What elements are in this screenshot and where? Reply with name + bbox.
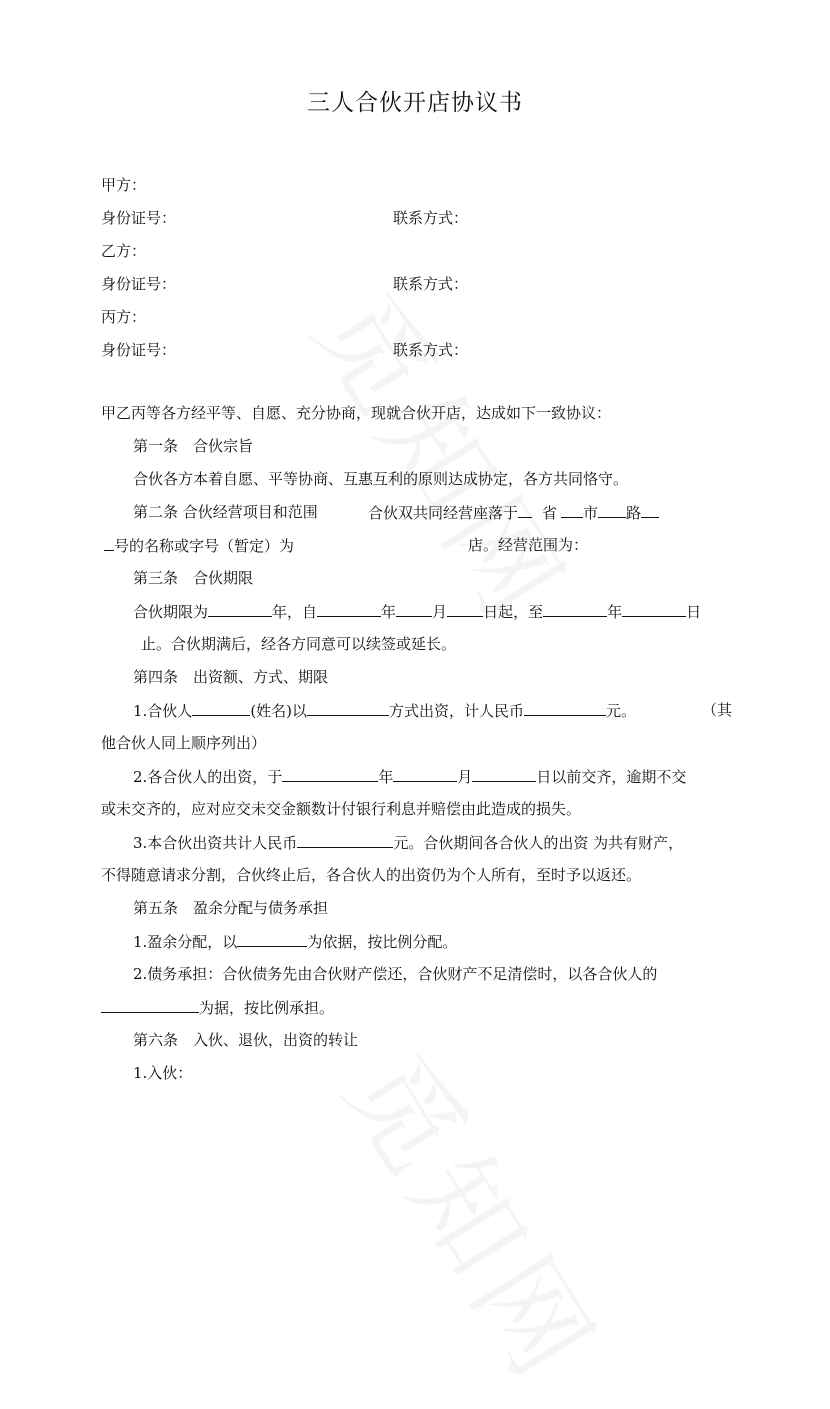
article-5-p1 (133, 930, 457, 953)
article-5-p1-text-2: 为依据，按比例分配。 (307, 933, 458, 951)
article-5-p2-line-2 (101, 996, 334, 1019)
article-4-p1-text-1: 1.合伙人 (133, 702, 193, 720)
article-4-p2-text-1: 2.各合伙人的出资，于 (133, 768, 283, 786)
article-5-p2-text-2: 为据，按比例承担。 (199, 999, 335, 1017)
watermark (286, 260, 611, 649)
article-4-p3-line-2: 不得随意请求分割，合伙终止后，各合伙人的出资仍为个人所有，至时予以返还。 (101, 866, 642, 884)
blank-end-month (622, 600, 686, 617)
party-c-id-label: 身份证号： (101, 341, 177, 359)
article-4-p1-line-2: 他合伙人同上顺序列出） (101, 734, 267, 752)
article-3-text-2: 年，自 (272, 603, 318, 621)
blank-start-year (317, 600, 381, 617)
watermark-bottom (316, 1020, 641, 1409)
article-1-body: 合伙各方本着自愿、平等协商、互惠互利的原则达成协定，各方共同恪守。 (133, 470, 629, 488)
article-4-p1-text-4: 元。 (606, 702, 637, 720)
article-1-heading: 第一条 合伙宗旨 (133, 437, 254, 455)
party-c-contact-label: 联系方式： (393, 341, 469, 359)
blank-term-years (208, 600, 272, 617)
document-title: 三人合伙开店协议书 (307, 90, 523, 116)
article-4-p1-text-3: 方式出资，计人民币 (389, 702, 525, 720)
article-3-line-2: 止。合伙期满后，经各方同意可以续签或延长。 (141, 635, 457, 653)
article-6-p1: 1.入伙： (133, 1064, 193, 1082)
party-b-contact-label: 联系方式： (393, 275, 469, 293)
blank-start-month (396, 600, 432, 617)
article-4-p2-text-2: 年 (378, 768, 394, 786)
article-4-heading: 第四条 出资额、方式、期限 (133, 668, 329, 686)
party-b-id-label: 身份证号： (101, 275, 177, 293)
blank-deadline-month (393, 765, 457, 782)
article-4-p3-line-1 (133, 831, 683, 854)
article-4-p2-text-4: 日以前交齐，逾期不交 (536, 768, 687, 786)
intro-paragraph: 甲乙丙等各方经平等、自愿、充分协商，现就合伙开店，达成如下一致协议： (101, 404, 612, 422)
blank-profit-basis (237, 930, 307, 947)
party-a-id-label: 身份证号： (101, 209, 177, 227)
article-2-text-4: 路 (626, 504, 642, 522)
article-2-text-1: 合伙双共同经营座落于 (368, 504, 519, 522)
article-4-p1-line-1 (133, 699, 636, 722)
blank-number (104, 534, 114, 551)
blank-road (598, 501, 626, 518)
blank-contribution-method (307, 699, 389, 716)
article-3-text-5: 日起，至 (483, 603, 544, 621)
article-4-p1-text-5: （其 (702, 701, 733, 719)
article-3-text-7: 日 (686, 603, 702, 621)
blank-province (518, 501, 532, 518)
blank-deadline-day (472, 765, 536, 782)
blank-start-day (447, 600, 483, 617)
party-c-label: 丙方： (101, 308, 147, 326)
blank-partner-name (192, 699, 250, 716)
article-3-line-1 (133, 600, 701, 623)
article-3-text-3: 年 (381, 603, 397, 621)
article-3-text-6: 年 (607, 603, 623, 621)
article-3-heading: 第三条 合伙期限 (133, 569, 254, 587)
party-b-label: 乙方： (101, 242, 147, 260)
party-a-contact-label: 联系方式： (393, 209, 469, 227)
article-4-p3-text-2: 元。合伙期间各合伙人的出资 为共有财产， (393, 834, 684, 852)
blank-road-tail (641, 501, 659, 518)
article-4-p3-text-1: 3.本合伙出资共计人民币 (133, 834, 298, 852)
article-2-heading: 第二条 合伙经营项目和范围 (133, 503, 318, 521)
article-2-text-5: 号的名称或字号（暂定）为 (114, 537, 295, 555)
article-4-p2-line-2: 或未交齐的，应对应交未交金额数计付银行利息并赔偿由此造成的损失。 (101, 800, 582, 818)
party-a-label: 甲方： (101, 176, 147, 194)
blank-end-year (543, 600, 607, 617)
blank-city (561, 501, 583, 518)
blank-deadline-year (282, 765, 378, 782)
blank-debt-basis (101, 996, 199, 1013)
article-2-text-2: 省 (542, 504, 558, 522)
article-4-p2-line-1 (133, 765, 686, 788)
article-6-heading: 第六条 入伙、退伙，出资的转让 (133, 1031, 359, 1049)
blank-total-contribution (297, 831, 393, 848)
blank-contribution-amount (524, 699, 606, 716)
article-2-line-2 (104, 534, 294, 557)
article-5-p2-line-1: 2.债务承担：合伙债务先由合伙财产偿还，合伙财产不足清偿时，以各合伙人的 (133, 965, 658, 983)
article-4-p2-text-3: 月 (457, 768, 473, 786)
article-5-p1-text-1: 1.盈余分配，以 (133, 933, 238, 951)
article-2-text-3: 市 (583, 504, 599, 522)
article-3-text-4: 月 (432, 603, 448, 621)
article-3-text-1: 合伙期限为 (133, 603, 209, 621)
article-2-text-6: 店。经营范围为： (468, 536, 589, 554)
article-4-p1-text-2: (姓名)以 (250, 702, 308, 720)
article-2-line-1 (368, 501, 659, 524)
article-5-heading: 第五条 盈余分配与债务承担 (133, 899, 329, 917)
